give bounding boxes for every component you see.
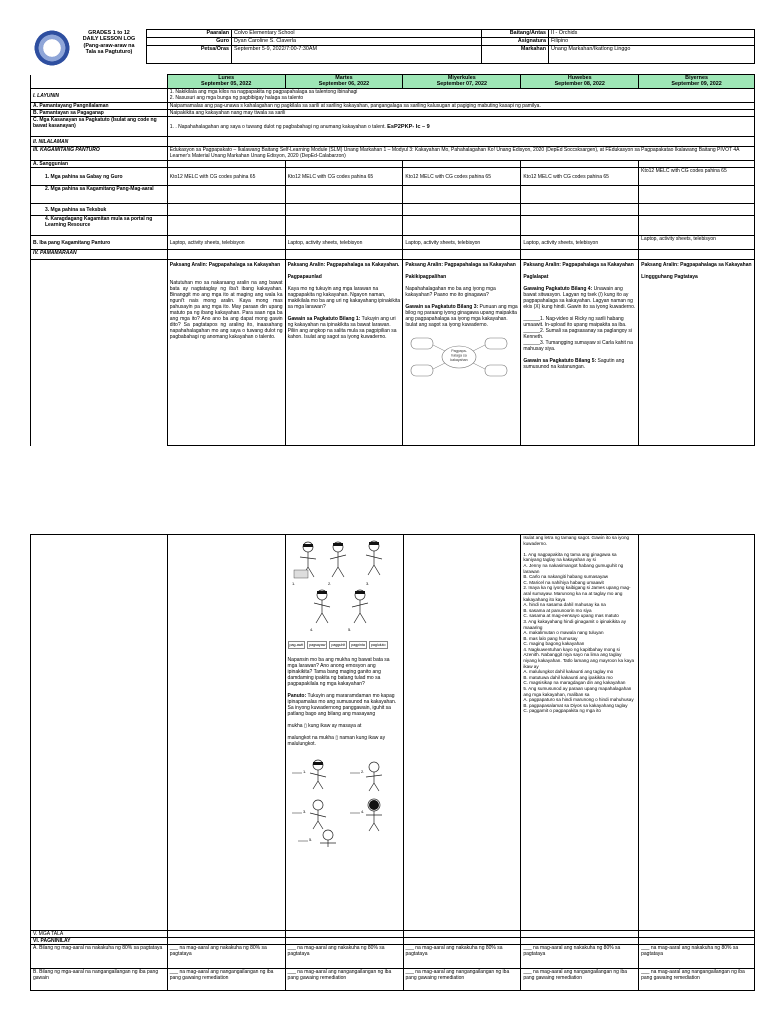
choice-4: pagpinta bbox=[351, 643, 365, 647]
wed-body: Napahahalagahan mo ba ang iyong mga kakayahan? Paano mo ito ginagawa? bbox=[405, 286, 496, 298]
tue-emotion-question: Napansin mo ba ang mukha ng bawat bata sa mga larawan? Ano anong emosyon ang ipinakikita? Tama bang maging ganito ang damdaming ipakita ng batang tulad mo sa pagpapakilala ng mga kakayahan? bbox=[287, 657, 390, 687]
melc-wed: Kto12 MELC with CG codes pahina 65 bbox=[403, 168, 521, 186]
pagninilay-a-mon: ___ na mag-aaral ang nakakuha ng 80% sa pagtataya bbox=[167, 945, 285, 969]
tue-gawain-text: Tukuyin ang uri ng kakayahan na ipinakikita sa bawat larawan. Piliin ang angkop na salita mula sa pagpipilian sa kahon. Isulat ang sagot sa iyong kuwaderno. bbox=[287, 316, 397, 340]
pamantayan-pagaganap-text: Naipakikita ang kakayahan nang may tiwala sa sarili bbox=[167, 110, 754, 117]
pamantayang-pangnilalaman-label: A. Pamantayang Pangnilalaman bbox=[31, 103, 168, 110]
tue-topic: Paksang Aralin: Pagpapahalaga sa Kakayahan. bbox=[287, 262, 400, 268]
day-header-thu: Huwebes September 08, 2022 bbox=[521, 75, 639, 89]
day-header-tue: Martes September 06, 2022 bbox=[285, 75, 403, 89]
svg-text:1.: 1. bbox=[302, 769, 306, 774]
lesson-table-continued bbox=[30, 534, 755, 991]
thu-gawain-text: Unawain ang bawat sitwasyon. Lagyan ng tsek (/) kung ito ay pagpapahalaga sa kakayahan. Lagyan naman ng ekis (X) kung hindi. Gawin ito sa iyong kuwaderno. bbox=[523, 286, 636, 310]
day-header-mon: Lunes September 05, 2022 bbox=[167, 75, 285, 89]
panuto-label: Panuto: bbox=[287, 693, 307, 699]
lesson-table bbox=[30, 74, 755, 446]
paaralan-value: Colvo Elementary School bbox=[232, 30, 482, 38]
day-header-fri: Biyernes September 09, 2022 bbox=[639, 75, 755, 89]
thu-item-2: ______2. Sumali sa pagsasanay sa paglangoy si Kenneth. bbox=[523, 328, 633, 340]
pagninilay-b-fri: ___ na mag-aaral ang nangangailangan ng iba pang gawaing remediation bbox=[639, 969, 755, 991]
pamamaraan-label: IV. PAMAMARAAN bbox=[31, 250, 168, 260]
svg-text:5.: 5. bbox=[308, 837, 312, 842]
wed-subtopic: Pakikipagpalihan bbox=[405, 274, 447, 280]
activity-illustration-bottom bbox=[288, 753, 400, 849]
fri-topic: Paksang Aralin: Pagpapahalaga sa Kakayahan bbox=[641, 262, 752, 268]
pagninilay-a-fri: ___ na mag-aaral ang nakakuha ng 80% sa pagtataya bbox=[639, 945, 755, 969]
pagninilay-a-tue: ___ na mag-aaral ang nakakuha ng 80% sa pagtataya bbox=[285, 945, 403, 969]
markahan-label: Markahan bbox=[482, 46, 549, 64]
deped-seal bbox=[34, 30, 70, 66]
svg-text:2.: 2. bbox=[327, 581, 331, 586]
pamantayang-pangnilalaman-text: Naipamamalas ang pag-unawa s kahalagahan ng pagkilala sa sarili at sariling kakayahan, pangangalaga sa sariling kalusugan at pagiging mabuting kasapi ng pamilya. bbox=[167, 103, 754, 110]
asignatura-label: Asignatura bbox=[482, 38, 549, 46]
pamantayan-pagaganap-label: B. Pamantayan sa Pagaganap bbox=[31, 110, 168, 117]
melc-fri: Kto12 MELC with CG codes pahina 65 bbox=[639, 168, 755, 186]
thu-gawain5-label: Gawain sa Pagkatuto Bilang 5: bbox=[523, 358, 597, 364]
svg-text:4.: 4. bbox=[309, 627, 313, 632]
iba-pang-label: B. Iba pang Kagamitang Panturo bbox=[31, 236, 168, 250]
web-diagram bbox=[409, 336, 509, 378]
web-center-line1: Pagpapa- bbox=[451, 349, 468, 353]
choice-1: pag-awit bbox=[289, 643, 304, 647]
activity-illustration-top bbox=[288, 537, 400, 641]
kagamitan-label: III. KAGAMITANG PANTURO bbox=[31, 147, 168, 161]
iba-wed: Laptop, activity sheets, telebisyon bbox=[403, 236, 521, 250]
svg-text:Pagpapa-halaga sakakayahan: Pagpapa-halaga sa kakayahan bbox=[450, 349, 469, 362]
thu-item-3: ______3. Tumangging sumayaw si Carla kahit na mahusay siya. bbox=[523, 340, 633, 352]
svg-text:3.: 3. bbox=[302, 809, 306, 814]
petsa-value: September 5-9, 2022/7:00-7:30AM bbox=[232, 46, 482, 64]
svg-text:3.: 3. bbox=[365, 581, 369, 586]
melc-tue: Kto12 MELC with CG codes pahina 65 bbox=[285, 168, 403, 186]
kagamitan-text: Edukasyon sa Pagpapakato – Ikalawang Baitang Self-Learning Module (SLM) Unang Markahan 1 – Modyul 3: Kakayahan Mo, Pahahalagahan Ko! Unang Edisyon, 2020 (DepEd Soccsksargen), at FEdukasyon sa Pagpapakatao Ikalawang Baitang PIVOT 4A Learner's Material Unang Markahan Unang Edisyon, 2020 (DepEd-Calabarzon) bbox=[167, 147, 754, 161]
iba-mon: Laptop, activity sheets, telebisyon bbox=[167, 236, 285, 250]
gabay-label: 1. Mga pahina sa Gabay ng Guro bbox=[31, 168, 168, 186]
pagninilay-b-mon: ___ na mag-aaral ang nangangailangan ng iba pang gawaing remediation bbox=[167, 969, 285, 991]
choice-5: pagluluto bbox=[370, 643, 386, 647]
thu-subtopic: Paglalapat bbox=[523, 274, 549, 280]
pagninilay-a-label: A. Bilang ng mag-aaral na nakakuha ng 80% sa pagtataya bbox=[31, 945, 168, 969]
svg-text:5.: 5. bbox=[347, 627, 351, 632]
thu-topic: Paksang Aralin: Pagpapahalaga sa Kakayahan bbox=[523, 262, 634, 268]
asignatura-value: Filipino bbox=[549, 38, 755, 46]
baitang-label: Baitang/Antas bbox=[482, 30, 549, 38]
melc-mon: Kto12 MELC with CG codes pahina 65 bbox=[167, 168, 285, 186]
mon-body: Natutuhan mo sa nakaraang aralin na ang bawat bata ay nagtataglay ng iba't ibang kakayahan. Binanggit mo ang mga ito at maging ang wala ka nguni't nais mong aralin. Kaya mong mas pahusayin pa ang mga ito. May paraan din upang matuto pa ng ibang kakayahan. Para saan nga ba ang mga ito? Ano ano ba ang dapat mong gawin dito? Sa pagtatapos ng araling ito, inaasahang napahahalagahan mo ang saya o tuwang dulot ng pagbabahagi ng anomang kakayahan o talento. bbox=[169, 280, 283, 340]
panuto-text: Tukuyin ang mararamdaman mo kapag ipinapamalas mo ang sumusunod na kakayahan. Sa inyong kuwadernong panggawain, iguhit sa patlang bago ang bilang ang masayang bbox=[287, 693, 397, 717]
pagninilay-label: VI. PAGNINILAY bbox=[31, 938, 168, 945]
wed-topic: Paksang Aralin: Pagpapahalaga sa Kakayahan bbox=[405, 262, 516, 268]
pagninilay-b-wed: ___ na mag-aaral ang nangangailangan ng iba pang gawaing remediation bbox=[403, 969, 521, 991]
svg-text:1.: 1. bbox=[291, 581, 295, 586]
choice-3: pagguhit bbox=[331, 643, 346, 647]
day-header-wed: Miyerkules September 07, 2022 bbox=[403, 75, 521, 89]
choices-box bbox=[288, 641, 401, 649]
kasanayan-label: C. Mga Kasanayan sa Pagkatuto (Isulat ang code ng bawat kasanayan) bbox=[31, 117, 168, 137]
petsa-label: Petsa/Oras bbox=[147, 46, 232, 64]
sanggunian-label: A. Sanggunian bbox=[31, 161, 168, 168]
paaralan-label: Paaralan bbox=[147, 30, 232, 38]
iba-tue: Laptop, activity sheets, telebisyon bbox=[285, 236, 403, 250]
mon-topic: Paksang Aralin: Pagpapahalaga sa Kakayahan bbox=[169, 262, 281, 268]
choice-2: pagsayaw bbox=[309, 643, 326, 647]
pagninilay-b-tue: ___ na mag-aaral ang nangangailangan ng iba pang gawaing remediation bbox=[285, 969, 403, 991]
tue-subtopic: Pagpapaunlad bbox=[287, 274, 322, 280]
teksbuk-label: 3. Mga pahina sa Teksbuk bbox=[31, 204, 168, 216]
wed-gawain-text: Punuan ang mga bilog ng paraang iyong ginagawa upang maipakita ang pagpapahalaga sa iyong mga kakayahan. Isulat ang sagot sa iyong kuwaderno. bbox=[405, 304, 518, 328]
dll-sub-label: (Pang-araw-araw na Tala sa Pagtuturo) bbox=[83, 42, 135, 55]
thu-quiz: Isulat ang letra ng tamang sagot. Gawin ito sa iyong kuwaderno. 1. Ang nagpapakita ng tama ang ginagawa sa kaniyang taglay na kakayahan ay si A. Jenny na nakasimangot habang gumuguhit ng larawan B. Carlo na nakangiti habang sumasayaw C. Maricel na nahihiya habang umaawit 2. Inaya ka ng iyong kaibigang si James upang mag-aral sumayaw. Marunong ka na at taglay mo ang kakayahang ito kaya A. hindi na sasama dahil mahusay ka na B. sasama at panunoorin mo siya C. sasama at mag-eensayo upang mas matuto 3. Ang kakayahang hindi ginagamit o ipinakikita ay maaaring A. makalimutan o mawala nang tuluyan B. mas lalo pang humusay C. maging bagong kakayahan 4. Nagkuwentuhan kayo ng kapitbahay mong si Azenith. Nabanggit niya sayo na lima ang taglay niyang kakayahan. Tatlo lamang ang mayroon ka kaya ikaw ay A. malulungkot dahil kakaunti ang taglay mo B. matutuwa dahil kakaunti ang ipakikita mo C. magsisikap na maragdagan din ang kakayahan 5. Ang sumusunod ay paraan upang mapahalagahan ang mga kakayahan, maliban sa A. pagpapaturo sa hindi marunong o hindi mahuhusay B. pagpapasalamat sa Diyos sa kakayahang taglay C. paggamit o pagpapakita ng mga ito bbox=[521, 535, 639, 931]
thu-item-1: ______1. Nag-video si Ricky ng sarili habang umaawit. In-upload ito upang maipakita sa iba. bbox=[523, 316, 627, 328]
grades-label: GRADES 1 to 12 bbox=[88, 29, 130, 36]
baitang-value: II - Orchids bbox=[549, 30, 755, 38]
guro-label: Guro bbox=[147, 38, 232, 46]
karagdagang-label: 4. Karagdagang Kagamitan mula sa portal ng Learning Resource bbox=[31, 216, 168, 236]
thu-gawain-label: Gawaing Pagkatuto Bilang 4: bbox=[523, 286, 593, 292]
pagninilay-a-wed: ___ na mag-aaral ang nakakuha ng 80% sa pagtataya bbox=[403, 945, 521, 969]
mukha-line-2: malungkot na mukha ▯ naman kung ikaw ay malulungkot. bbox=[287, 735, 386, 747]
thu-gawain5-text: Sagutin ang sumusunod na katanungan. bbox=[523, 358, 625, 370]
dll-label: DAILY LESSON LOG bbox=[82, 36, 136, 42]
kasanayan-text: 1. . Napahahalagahan ang saya o tuwang dulot ng pagbabahagi ng anumang kakayahan o talent. bbox=[169, 123, 386, 130]
fri-subtopic: Linggguhang Pagtataya bbox=[641, 274, 698, 280]
pagninilay-a-thu: ___ na mag-aaral ang nakakuha ng 80% sa pagtataya bbox=[521, 945, 639, 969]
iba-fri: Laptop, activity sheets, telebisyon bbox=[639, 236, 755, 250]
kasanayan-code: EsP2PKP- Ic – 9 bbox=[387, 123, 430, 130]
markahan-value: Unang Markahan/Ikatlong Linggo bbox=[549, 46, 755, 64]
layunin-label: I. LAYUNIN bbox=[31, 89, 168, 103]
svg-text:2.: 2. bbox=[360, 769, 364, 774]
kagamitang-mag-label: 2. Mga pahina sa Kagamitang Pang-Mag-aaral bbox=[31, 186, 168, 204]
iba-thu: Laptop, activity sheets, telebisyon bbox=[521, 236, 639, 250]
header-table bbox=[72, 29, 755, 64]
svg-text:4.: 4. bbox=[360, 809, 364, 814]
layunin-text: 1. Nakikilala ang mga kilos na nagpapakita ng pagpapahalaga sa talentong ibinahagi 2. Nasusuri ang mga bunga ng pagbibigay halaga sa talento bbox=[167, 89, 754, 103]
wed-gawain-label: Gawain sa Pagkatuto Bilang 3: bbox=[405, 304, 479, 310]
nilalaman-label: II. NILALAMAN bbox=[31, 137, 168, 147]
pagninilay-b-label: B. Bilang ng mga-aaral na nangangailangan ng iba pang gawain bbox=[31, 969, 168, 991]
guro-value: Dyan Caroline S. Claverla bbox=[232, 38, 482, 46]
pagninilay-b-thu: ___ na mag-aaral ang nangangailangan ng iba pang gawaing remediation bbox=[521, 969, 639, 991]
tue-gawain-label: Gawain sa Pagkatuto Bilang 1: bbox=[287, 316, 361, 322]
tue-body: Kaya mo ng tukuyin ang mga larawan na nagpapakita ng kakayahan. Ngayon naman, makikilala mo ba ang uri ng kakayahang ipinakikita sa mga larawan? bbox=[287, 286, 401, 310]
melc-thu: Kto12 MELC with CG codes pahina 65 bbox=[521, 168, 639, 186]
mukha-line-1: mukha ▯ kung ikaw ay masaya at bbox=[287, 723, 362, 729]
mga-tala-label: V. MGA TALA bbox=[31, 931, 168, 938]
